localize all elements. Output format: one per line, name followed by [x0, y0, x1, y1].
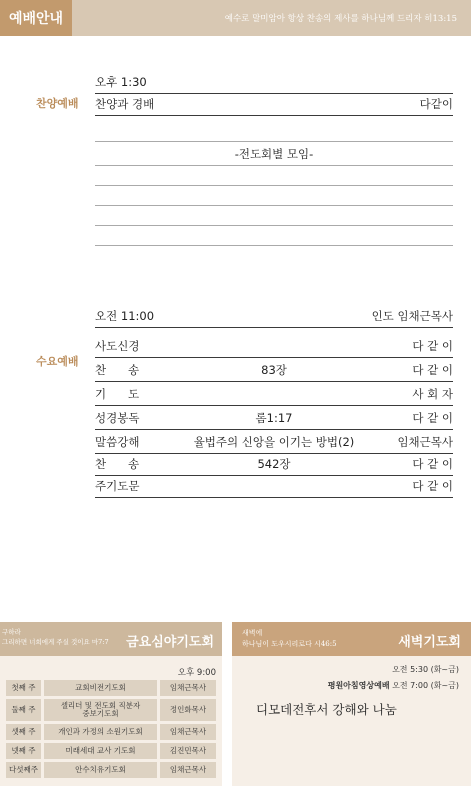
dawn-prayer-message: 디모데전후서 강해와 나눔 [256, 702, 397, 717]
order-row [95, 358, 453, 382]
dawn-prayer-verse [242, 628, 337, 650]
morning-video-service [328, 680, 459, 691]
blank-line [95, 206, 453, 226]
dawn-prayer-header [232, 622, 471, 656]
praise-time: 오후 1:30 [95, 75, 147, 89]
dawn-prayer-title: 새벽기도회 [398, 635, 461, 650]
order-row [95, 454, 453, 476]
wednesday-service-label: 수요예배 [36, 355, 79, 368]
schedule-week: 첫째 주 [6, 680, 41, 696]
order-item: 말씀강해 [95, 435, 140, 449]
blank-line [95, 116, 453, 142]
friday-prayer-time: 오후 9:00 [177, 668, 216, 678]
schedule-row [6, 724, 216, 740]
morning-video-time: 오전 7:00 (화~금) [389, 681, 459, 690]
order-detail: 율법주의 신앙을 이기는 방법(2) [193, 435, 355, 449]
wednesday-leader: 인도 임채근목사 [371, 309, 453, 323]
praise-item-left: 찬양과 경배 [95, 97, 155, 111]
order-row [95, 476, 453, 498]
order-item: 찬 송 [95, 363, 140, 377]
schedule-topic: 미래세대 교사 기도회 [44, 743, 157, 759]
schedule-week: 셋째 주 [6, 724, 41, 740]
schedule-row [6, 680, 216, 696]
dawn-prayer-panel [232, 622, 471, 786]
praise-service-label: 찬양예배 [36, 97, 79, 110]
verse-line: 구하라 [2, 628, 21, 636]
schedule-week: 넷째 주 [6, 743, 41, 759]
header-tag: 예배안내 [0, 0, 72, 36]
schedule-leader: 임채근목사 [160, 724, 216, 740]
praise-item-right: 다같이 [419, 97, 453, 111]
order-item: 찬 송 [95, 457, 140, 471]
order-row [95, 430, 453, 454]
schedule-topic: 개인과 가정의 소원기도회 [44, 724, 157, 740]
friday-prayer-title: 금요심야기도회 [126, 635, 214, 650]
schedule-topic: 안수치유기도회 [44, 762, 157, 778]
order-item: 주기도문 [95, 479, 140, 493]
header-verse: 예수로 말미암아 항상 찬송의 제사를 하나님께 드리자 히13:15 [224, 14, 457, 24]
schedule-row [6, 762, 216, 778]
order-leader: 다 같 이 [412, 479, 453, 493]
schedule-leader: 김진민목사 [160, 743, 216, 759]
schedule-row [6, 699, 216, 721]
morning-video-label: 평원아침영상예배 [327, 681, 390, 690]
header-bar [0, 0, 471, 36]
wednesday-time-row [95, 304, 453, 328]
order-leader: 다 같 이 [412, 363, 453, 377]
friday-prayer-verse [2, 627, 109, 647]
order-leader: 임채근목사 [397, 435, 453, 449]
praise-notice: -전도회별 모임- [234, 147, 314, 161]
schedule-leader: 임채근목사 [160, 762, 216, 778]
verse-line: 그리하면 너희에게 주실 것이요 마7:7 [2, 638, 109, 646]
verse-line: 새벽에 [242, 629, 263, 637]
blank-line [95, 186, 453, 206]
order-row [95, 336, 453, 358]
order-row [95, 406, 453, 430]
schedule-week: 둘째 주 [6, 699, 41, 721]
order-detail: 542장 [257, 457, 291, 471]
schedule-leader: 임채근목사 [160, 680, 216, 696]
order-item: 기 도 [95, 387, 140, 401]
order-leader: 다 같 이 [412, 339, 453, 353]
praise-time-row [95, 74, 453, 94]
verse-line: 하나님이 도우시리로다 시46:5 [242, 640, 337, 648]
blank-line [95, 166, 453, 186]
schedule-topic: 교회비전기도회 [44, 680, 157, 696]
schedule-leader: 정인화목사 [160, 699, 216, 721]
praise-item-row [95, 94, 453, 116]
order-detail: 83장 [261, 363, 287, 377]
order-leader: 사 회 자 [412, 387, 453, 401]
order-leader: 다 같 이 [412, 457, 453, 471]
order-detail: 롬1:17 [255, 411, 293, 425]
friday-prayer-header [0, 622, 222, 656]
order-item: 성경봉독 [95, 411, 140, 425]
friday-prayer-panel [0, 622, 222, 786]
wednesday-time: 오전 11:00 [95, 309, 155, 323]
order-row [95, 382, 453, 406]
notice-row [95, 142, 453, 166]
order-item: 사도신경 [95, 339, 140, 353]
order-leader: 다 같 이 [412, 411, 453, 425]
blank-line [95, 226, 453, 246]
dawn-prayer-time: 오전 5:30 (화~금) [392, 665, 459, 674]
schedule-row [6, 743, 216, 759]
schedule-topic: 셀리더 및 전도회 직분자 중보기도회 [44, 699, 157, 721]
schedule-week: 다섯째주 [6, 762, 41, 778]
